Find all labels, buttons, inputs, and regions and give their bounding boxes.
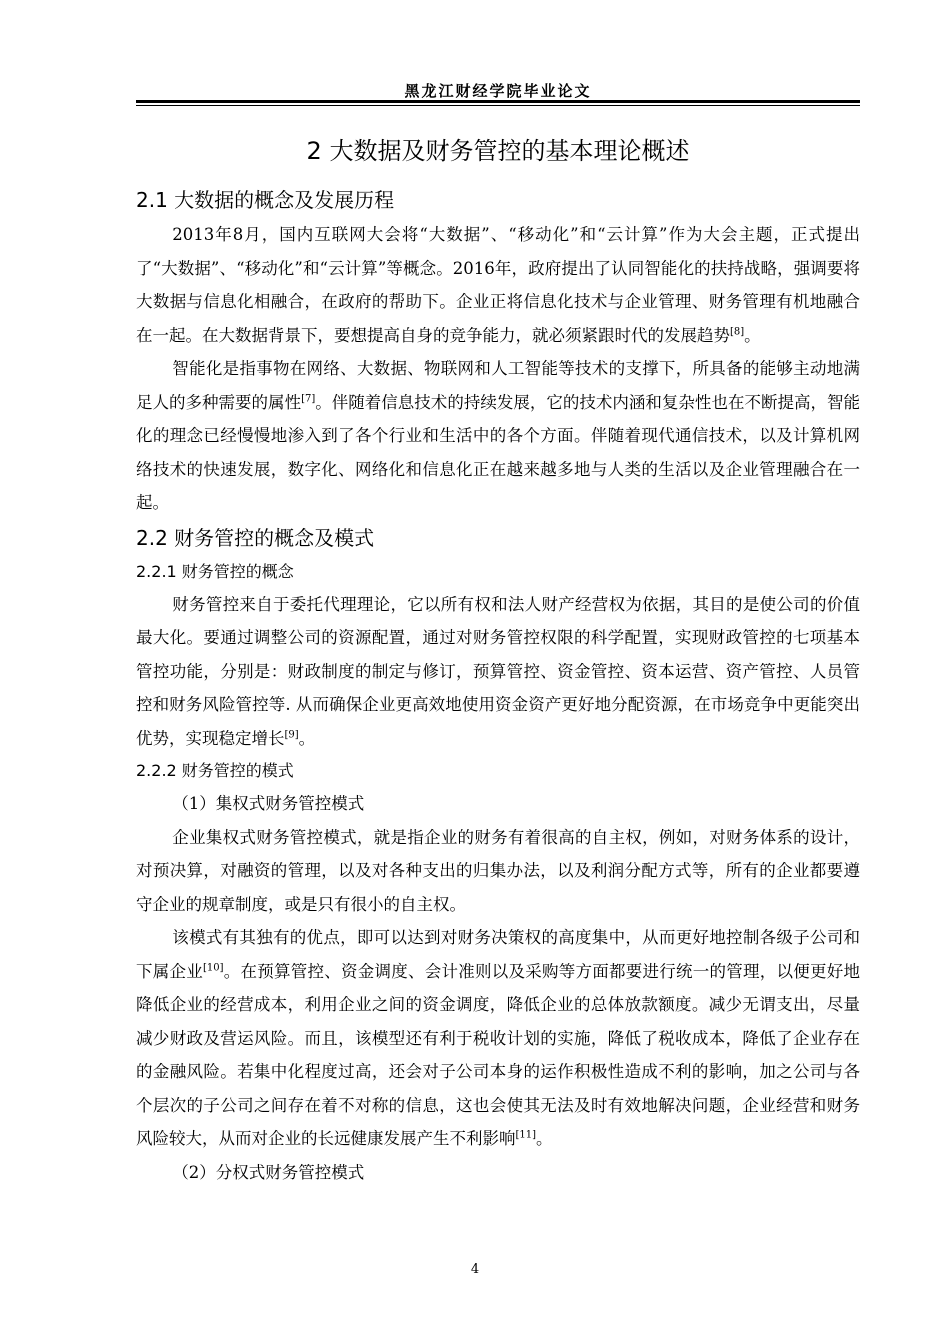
citation: [9] [284, 729, 299, 740]
paragraph-text: 。 [298, 728, 316, 748]
citation: [10] [203, 962, 224, 973]
paragraph-text: 智能化是指事物在网络、大数据、物联网和人工智能等技术的支撑下，所具备的能够主动地满足人的多种需要的属性 [136, 359, 860, 412]
paragraph-text: 2013年8月，国内互联网大会将“大数据”、“移动化”和“云计算”作为大会主题，正式提出了“大数据”、“移动化”和“云计算”等概念。2016年，政府提出了认同智能化的扶持战略，强调要将大数据与信息化相融合，在政府的帮助下。企业正将信息化技术与企业管理、财务管理有机地融合在一起。在大数据背景下，要想提高自身的竞争能力，就必须紧跟时代的发展趋势 [136, 225, 860, 345]
citation: [8] [730, 326, 745, 337]
paragraph [136, 588, 860, 756]
list-item: （2）分权式财务管控模式 [172, 1162, 365, 1182]
paragraph [136, 352, 860, 520]
citation: [7] [301, 393, 316, 404]
section-heading-2-1: 2.1 大数据的概念及发展历程 [136, 188, 395, 212]
list-item: （1）集权式财务管控模式 [172, 794, 365, 813]
paragraph [136, 218, 860, 352]
subsection-heading-2-2-2: 2.2.2 财务管控的模式 [136, 761, 294, 780]
paragraph-text: 。 [536, 1129, 553, 1148]
header-rule-thick [136, 100, 860, 103]
subsection-heading-2-2-1: 2.2.1 财务管控的概念 [136, 561, 294, 581]
chapter-title: 2 大数据及财务管控的基本理论概述 [306, 137, 690, 165]
page-content [136, 132, 860, 1189]
paragraph-text: 财务管控来自于委托代理理论，它以所有权和法人财产经营权为依据，其目的是使公司的价值最大化。要通过调整公司的资源配置，通过对财务管控权限的科学配置，实现财政管控的七项基本管控功能，分别是：财政制度的制定与修订，预算管控、资金管控、资本运营、资产管控、人员管控和财务风险管控等. 从而确保企业更高效地使用资金资产更好地分配资源，在市场竞争中更能突出优势，实现稳定增长 [136, 594, 860, 748]
paragraph [136, 921, 860, 1156]
page-number: 4 [470, 1262, 480, 1277]
running-header: 黑龙江财经学院毕业论文 [404, 82, 592, 100]
citation: [11] [515, 1129, 537, 1141]
header-rule-thin [136, 105, 860, 106]
paragraph: 企业集权式财务管控模式，就是指企业的财务有着很高的自主权，例如，对财务体系的设计，对预决算，对融资的管理，以及对各种支出的归集办法，以及利润分配方式等，所有的企业都要遵守企业的规章制度，或是只有很小的自主权。 [136, 827, 860, 914]
paragraph-text: 。 [744, 325, 761, 345]
paragraph-text: 该模式有其独有的优点，即可以达到对财务决策权的高度集中，从而更好地控制各级子公司和下属企业 [136, 928, 860, 981]
section-heading-2-2: 2.2 财务管控的概念及模式 [136, 525, 375, 550]
paragraph-text: 。在预算管控、资金调度、会计准则以及采购等方面都要进行统一的管理，以便更好地降低企业的经营成本，利用企业之间的资金调度，降低企业的总体放款额度。减少无谓支出，尽量减少财政及营运风险。而且，该模型还有利于税收计划的实施，降低了税收成本，降低了企业存在的金融风险。若集中化程度过高，还会对子公司本身的运作积极性造成不利的影响，加之公司与各个层次的子公司之间存在着不对称的信息，这也会使其无法及时有效地解决问题，企业经营和财务风险较大，从而对企业的长远健康发展产生不利影响 [136, 961, 861, 1148]
paragraph-text: 。伴随着信息技术的持续发展，它的技术内涵和复杂性也在不断提高，智能化的理念已经慢慢地渗入到了各个行业和生活中的各个方面。伴随着现代通信技术，以及计算机网络技术的快速发展，数字化、网络化和信息化正在越来越多地与人类的生活以及企业管理融合在一起。 [136, 392, 861, 512]
